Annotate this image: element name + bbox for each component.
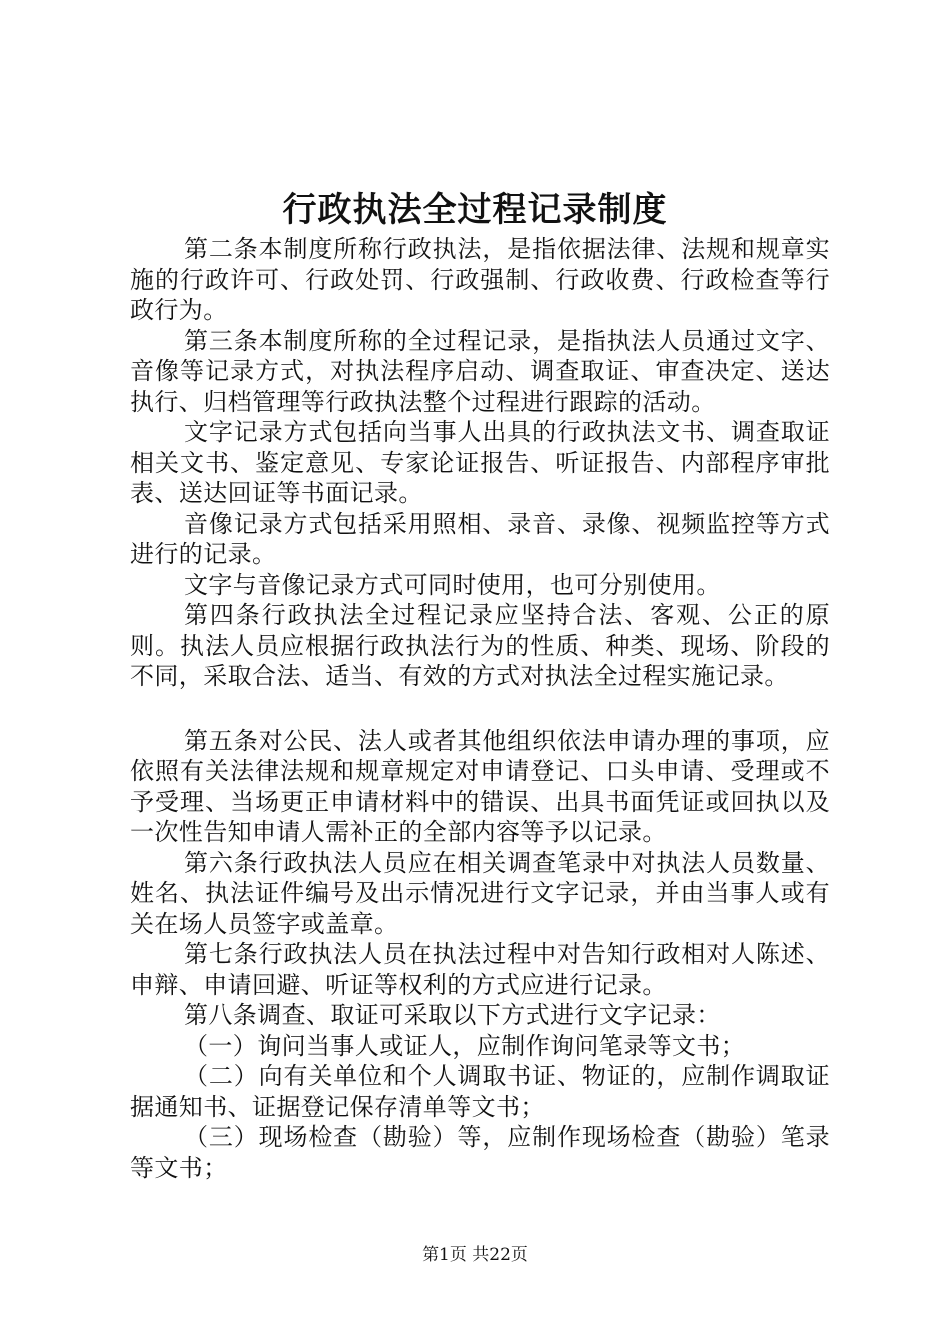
page-footer — [0, 1243, 950, 1267]
paragraph-article-2: 第二条本制度所称行政执法，是指依据法律、法规和规章实施的行政许可、行政处罚、行政强制、行政收费、行政检查等行政行为。 — [130, 235, 830, 324]
paragraph-article-6: 第六条行政执法人员应在相关调查笔录中对执法人员数量、姓名、执法证件编号及出示情况进行文字记录，并由当事人或有关在场人员签字或盖章。 — [130, 848, 830, 938]
paragraph-combined-use: 文字与音像记录方式可同时使用，也可分别使用。 — [184, 570, 721, 599]
list-item-2: （二）向有关单位和个人调取书证、物证的，应制作调取证据通知书、证据登记保存清单等文书； — [130, 1062, 830, 1121]
paragraph-article-3: 第三条本制度所称的全过程记录，是指执法人员通过文字、音像等记录方式，对执法程序启动、调查取证、审查决定、送达执行、归档管理等行政执法整个过程进行跟踪的活动。 — [130, 326, 830, 416]
list-item-1: （一）询问当事人或证人，应制作询问笔录等文书； — [184, 1031, 746, 1060]
paragraph-article-7: 第七条行政执法人员在执法过程中对告知行政相对人陈述、申辩、申请回避、听证等权利的方式应进行记录。 — [130, 940, 830, 999]
paragraph-av-record: 音像记录方式包括采用照相、录音、录像、视频监控等方式进行的记录。 — [130, 509, 830, 568]
paragraph-text-record: 文字记录方式包括向当事人出具的行政执法文书、调查取证相关文书、鉴定意见、专家论证报告、听证报告、内部程序审批表、送达回证等书面记录。 — [130, 418, 830, 507]
paragraph-article-4: 第四条行政执法全过程记录应坚持合法、客观、公正的原则。执法人员应根据行政执法行为的性质、种类、现场、阶段的不同，采取合法、适当、有效的方式对执法全过程实施记录。 — [130, 601, 830, 690]
list-item-3: （三）现场检查（勘验）等，应制作现场检查（勘验）笔录等文书； — [130, 1123, 830, 1182]
paragraph-article-8: 第八条调查、取证可采取以下方式进行文字记录： — [184, 1001, 721, 1029]
page-number-label: 第1页 共22页 — [422, 1245, 528, 1265]
document-body — [130, 234, 830, 1183]
paragraph-article-5: 第五条对公民、法人或者其他组织依法申请办理的事项，应依照有关法律法规和规章规定对申请登记、口头申请、受理或不予受理、当场更正申请材料中的错误、出具书面凭证或回执以及一次性告知申请人需补正的全部内容等予以记录。 — [130, 726, 830, 846]
document-title: 行政执法全过程记录制度 — [282, 190, 668, 230]
